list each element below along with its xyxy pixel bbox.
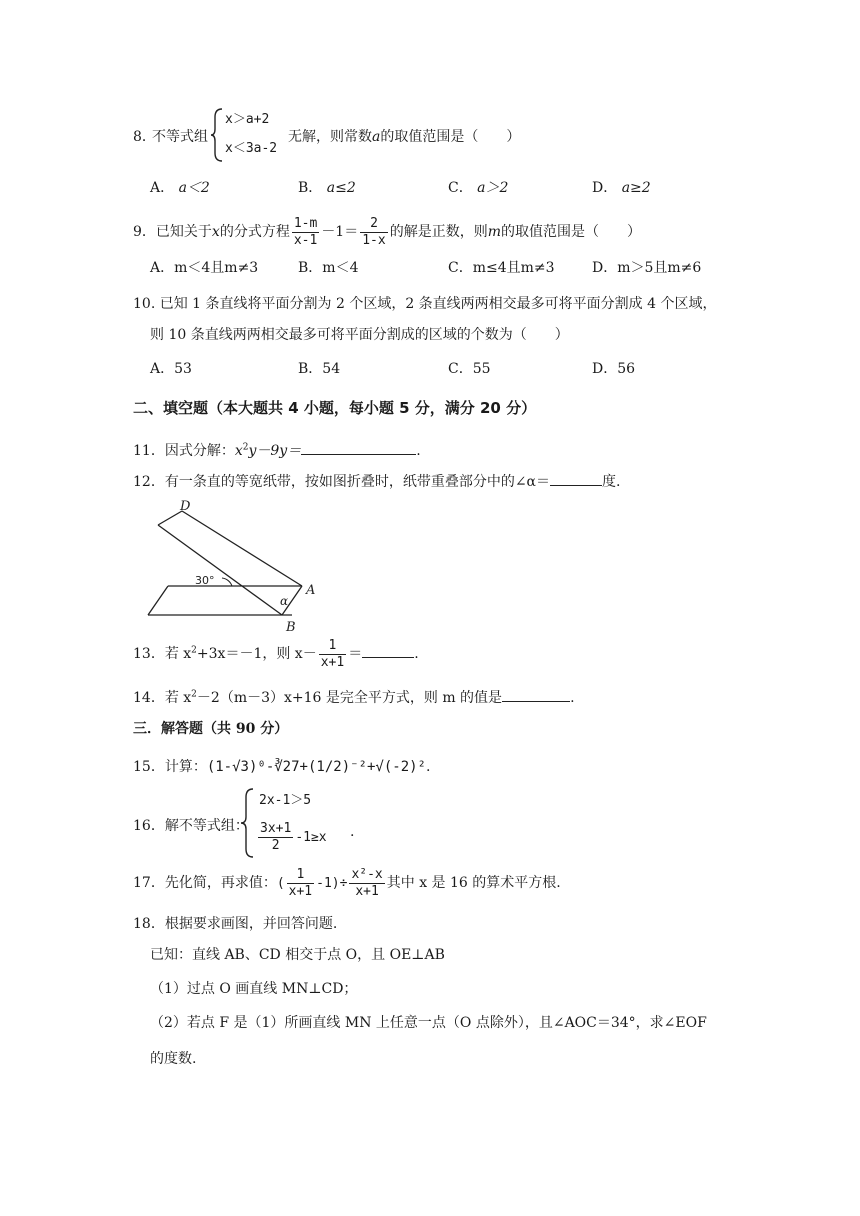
q17-fraction-2-den: x+1	[355, 883, 379, 899]
q8-post2: 的取值范围是（ ）	[380, 129, 521, 145]
q10-line-1: 10. 已知 1 条直线将平面分割为 2 个区域，2 条直线两两相交最多可将平面分割成 4 个区域，	[133, 296, 717, 312]
label-b: B	[286, 620, 296, 635]
q10-option-a: A．53	[150, 361, 192, 377]
q13-fraction-num: 1	[319, 638, 346, 655]
q9-fraction-1	[292, 216, 319, 249]
q9-number: 9．	[133, 224, 156, 240]
question-15	[133, 757, 430, 777]
q13-fraction	[319, 638, 346, 671]
q8-option-b: a≤2	[326, 180, 356, 196]
q9-option-d: D．m＞5且m≠6	[592, 260, 702, 276]
section-3-heading: 三．解答题（共 90 分）	[133, 721, 289, 737]
q8-number: 8．	[133, 129, 156, 145]
q11-answer-blank[interactable]	[301, 440, 416, 455]
q16-fraction-num: 3x+1	[260, 821, 292, 836]
q13-answer-blank[interactable]	[362, 643, 414, 658]
section-2-heading: 二、填空题（本大题共 4 小题，每小题 5 分，满分 20 分）	[133, 399, 537, 417]
q9-fraction-1-num: 1-m	[293, 215, 318, 231]
label-d: D	[180, 499, 191, 514]
q8-var: a	[372, 129, 381, 145]
q16-line2-tail: -1≥x	[295, 830, 327, 845]
q8-option-c-label: C．	[448, 180, 473, 196]
q9-fraction-2	[360, 216, 387, 249]
q13-mid: +3x＝－1，则 x－	[196, 646, 317, 662]
question-14	[133, 687, 575, 708]
q9-mid: 的分式方程	[219, 224, 290, 240]
q17-fraction-2	[349, 867, 384, 900]
label-a: A	[306, 583, 316, 598]
q13-fraction-den: x+1	[320, 654, 345, 670]
q10-option-d: D．56	[592, 361, 636, 377]
q9-fraction-2-num: 2	[360, 216, 387, 233]
q9-fraction-1-den: x-1	[293, 232, 318, 248]
q8-option-b-label: B．	[298, 180, 323, 196]
question-17: 17．先化简，再求值：( $\frac{1}{x+1}$ -1)÷ $\frac{\text{x²-x}}{x+1}$ 其中 x 是 16 的算术平方根.	[133, 866, 561, 899]
q9-option-b: B．m＜4	[298, 260, 359, 276]
q16-fraction	[258, 821, 293, 854]
q15-expression: (1-√3)⁰-∛27+(1/2)⁻²+√(-2)²	[206, 759, 426, 775]
q9-minus: －1＝	[321, 224, 359, 240]
q9-post1: 的解是正数，则	[389, 224, 488, 240]
q11-prefix: 11．因式分解：	[133, 443, 235, 459]
q13-eq: ＝	[348, 646, 363, 662]
q8-post1: 无解，则常数	[288, 129, 372, 145]
label-30: 30°	[195, 574, 215, 587]
q10-option-c: C．55	[448, 361, 491, 377]
q8-option-d: a≥2	[621, 180, 651, 196]
q14-sup: 2	[191, 689, 197, 700]
q11-sup: 2	[242, 442, 249, 453]
q14-prefix: 14．若 x	[133, 690, 192, 706]
q16-inequality-1: 2x-1＞5	[259, 793, 312, 808]
q17-prefix: 17．先化简，再求值：	[133, 875, 277, 891]
q8-inequality-2: x＜3a-2	[225, 141, 278, 156]
q14-answer-blank[interactable]	[502, 687, 570, 702]
q9-option-a: A．m＜4且m≠3	[150, 260, 259, 276]
q15-prefix: 15．计算：	[133, 759, 207, 775]
q11-end: .	[416, 443, 421, 459]
q9-post2: 的取值范围是（ ）	[501, 224, 641, 240]
strip-left-edge	[148, 586, 168, 615]
q16-fraction-den: 2	[271, 838, 280, 853]
q9-fraction-2-den: 1-x	[362, 232, 386, 248]
q12-end: 度.	[602, 474, 621, 490]
q18-line-3: （1）过点 O 画直线 MN⊥CD；	[150, 981, 358, 997]
question-13	[133, 636, 419, 672]
q8-option-a-label: A．	[150, 180, 175, 196]
q17-fraction-2-num: x²-x	[351, 866, 383, 882]
q10-line-2: 则 10 条直线两两相交最多可将平面分割成的区域的个数为（ ）	[150, 327, 569, 343]
q8-prefix: 不等式组	[152, 129, 208, 145]
q11-expr2: y－9y＝	[248, 443, 302, 459]
q12-answer-blank[interactable]	[550, 471, 602, 486]
q8-option-a: a＜2	[178, 180, 210, 196]
q16-end: .	[350, 824, 355, 840]
q8-inequality-1: x＞a+2	[225, 112, 270, 127]
q13-prefix: 13．若 x	[133, 646, 192, 662]
angle-30-arc	[222, 578, 232, 586]
q18-line-1: 18．根据要求画图，并回答问题.	[133, 916, 338, 932]
q16-inequality-2	[256, 820, 327, 856]
q17-fraction-1-den: x+1	[288, 883, 313, 899]
fold-lower-edge	[158, 525, 282, 615]
q11-expr: x	[234, 443, 243, 459]
q8-brace	[210, 107, 224, 163]
q17-fraction-1-num: 1	[287, 867, 314, 884]
q18-line-2: 已知：直线 AB、CD 相交于点 O，且 OE⊥AB	[150, 947, 445, 963]
question-12	[133, 471, 620, 492]
q18-line-4: （2）若点 F 是（1）所画直线 MN 上任意一点（O 点除外），且∠AOC＝34°，求∠EOF	[150, 1015, 707, 1031]
q8-option-c: a＞2	[477, 180, 509, 196]
q13-end: .	[414, 646, 419, 662]
q17-mid: -1)÷	[316, 876, 348, 891]
q13-sup: 2	[191, 645, 197, 656]
label-alpha: α	[280, 594, 289, 608]
q8-option-d-label: D．	[592, 180, 618, 196]
q17-fraction-1	[287, 867, 314, 900]
q9-var2: m	[487, 224, 501, 240]
q12-text: 12．有一条直的等宽纸带，按如图折叠时，纸带重叠部分中的∠α＝	[133, 474, 550, 490]
q9-var: x	[211, 224, 220, 240]
question-11	[133, 440, 421, 461]
q14-end: .	[570, 690, 575, 706]
q16-prefix: 16．解不等式组：	[133, 818, 249, 834]
q12-folded-strip-figure	[140, 498, 330, 636]
q18-line-5: 的度数.	[150, 1051, 197, 1067]
q10-option-b: B．54	[298, 361, 341, 377]
q9-option-c: C．m≤4且m≠3	[448, 260, 555, 276]
q14-mid: －2（m－3）x+16 是完全平方式，则 m 的值是	[196, 690, 503, 706]
q15-end: .	[425, 759, 431, 775]
q16-brace	[240, 787, 256, 859]
fold-end-edge	[158, 511, 182, 525]
q17-post: 其中 x 是 16 的算术平方根.	[386, 875, 561, 891]
q9-prefix: 已知关于	[155, 224, 212, 240]
